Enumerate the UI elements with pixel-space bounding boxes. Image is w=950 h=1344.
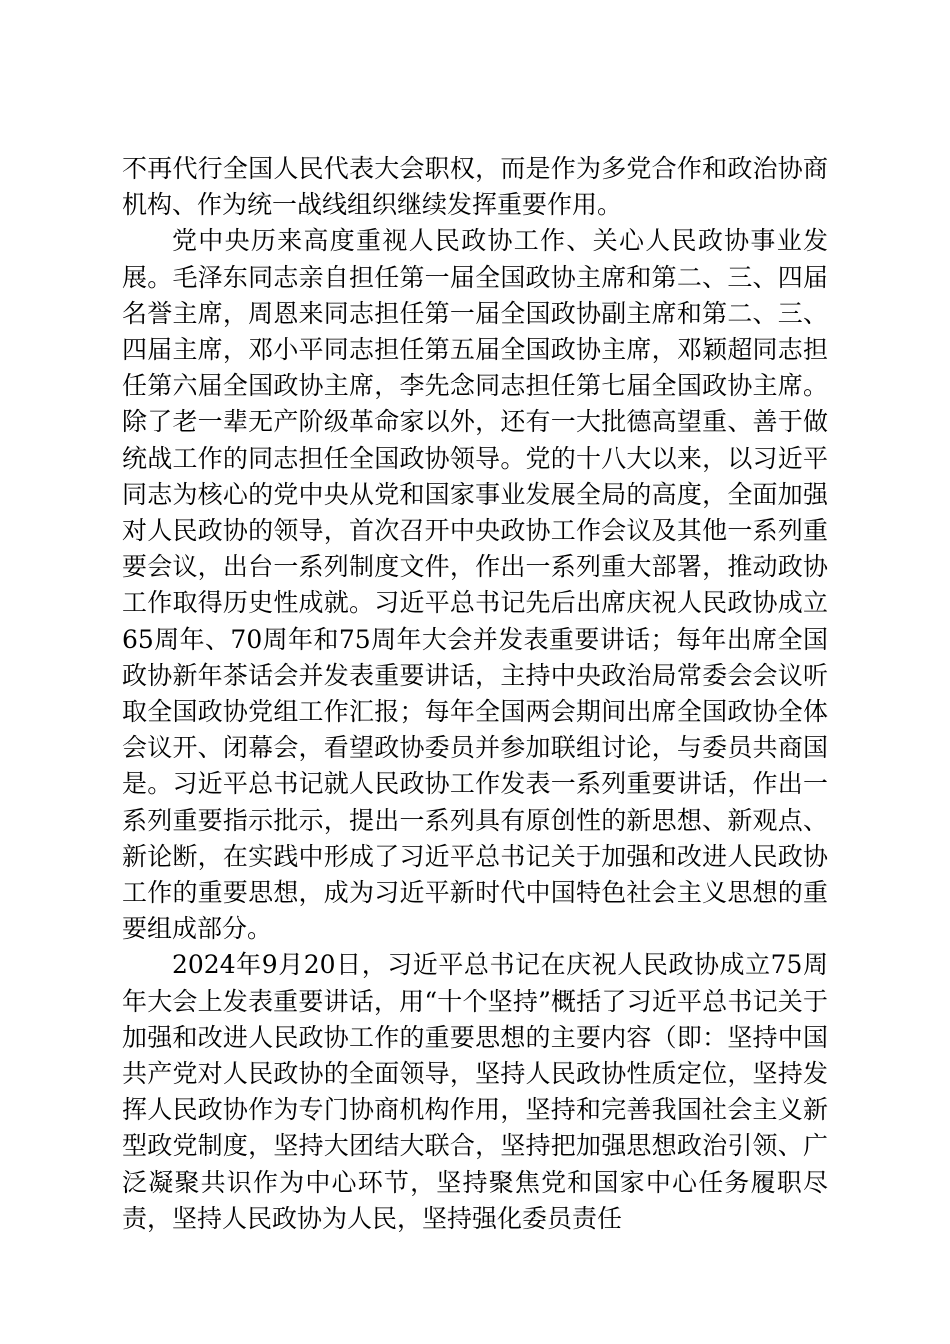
paragraph-ten-persistences: 2024年9月20日，习近平总书记在庆祝人民政协成立75周年大会上发表重要讲话，用“十个坚持”概括了习近平总书记关于加强和改进人民政协工作的重要思想的主要内容（即：坚持中国共产党对人民政协的全面领导，坚持人民政协性质定位，坚持发挥人民政协作为专门协商机构作用，坚持和完善我国社会主义新型政党制度，坚持大团结大联合，坚持把加强思想政治引领、广泛凝聚共识作为中心环节，坚持聚焦党和国家中心任务履职尽责，坚持人民政协为人民，坚持强化委员责任 (122, 950, 828, 1233)
paragraph-continuation: 不再代行全国人民代表大会职权，而是作为多党合作和政治协商机构、作为统一战线组织继续发挥重要作用。 (122, 154, 828, 220)
document-page (122, 151, 828, 1237)
paragraph-party-leadership: 党中央历来高度重视人民政协工作、关心人民政协事业发展。毛泽东同志亲自担任第一届全国政协主席和第二、三、四届名誉主席，周恩来同志担任第一届全国政协副主席和第二、三、四届主席，邓小平同志担任第五届全国政协主席，邓颖超同志担任第六届全国政协主席，李先念同志担任第七届全国政协主席。除了老一辈无产阶级革命家以外，还有一大批德高望重、善于做统战工作的同志担任全国政协领导。党的十八大以来，以习近平同志为核心的党中央从党和国家事业发展全局的高度，全面加强对人民政协的领导，首次召开中央政协工作会议及其他一系列重要会议，出台一系列制度文件，作出一系列重大部署，推动政协工作取得历史性成就。习近平总书记先后出席庆祝人民政协成立65周年、70周年和75周年大会并发表重要讲话；每年出席全国政协新年茶话会并发表重要讲话，主持中央政治局常委会会议听取全国政协党组工作汇报；每年全国两会期间出席全国政协全体会议开、闭幕会，看望政协委员并参加联组讨论，与委员共商国是。习近平总书记就人民政协工作发表一系列重要讲话，作出一系列重要指示批示，提出一系列具有原创性的新思想、新观点、新论断，在实践中形成了习近平总书记关于加强和改进人民政协工作的重要思想，成为习近平新时代中国特色社会主义思想的重要组成部分。 (122, 226, 828, 944)
